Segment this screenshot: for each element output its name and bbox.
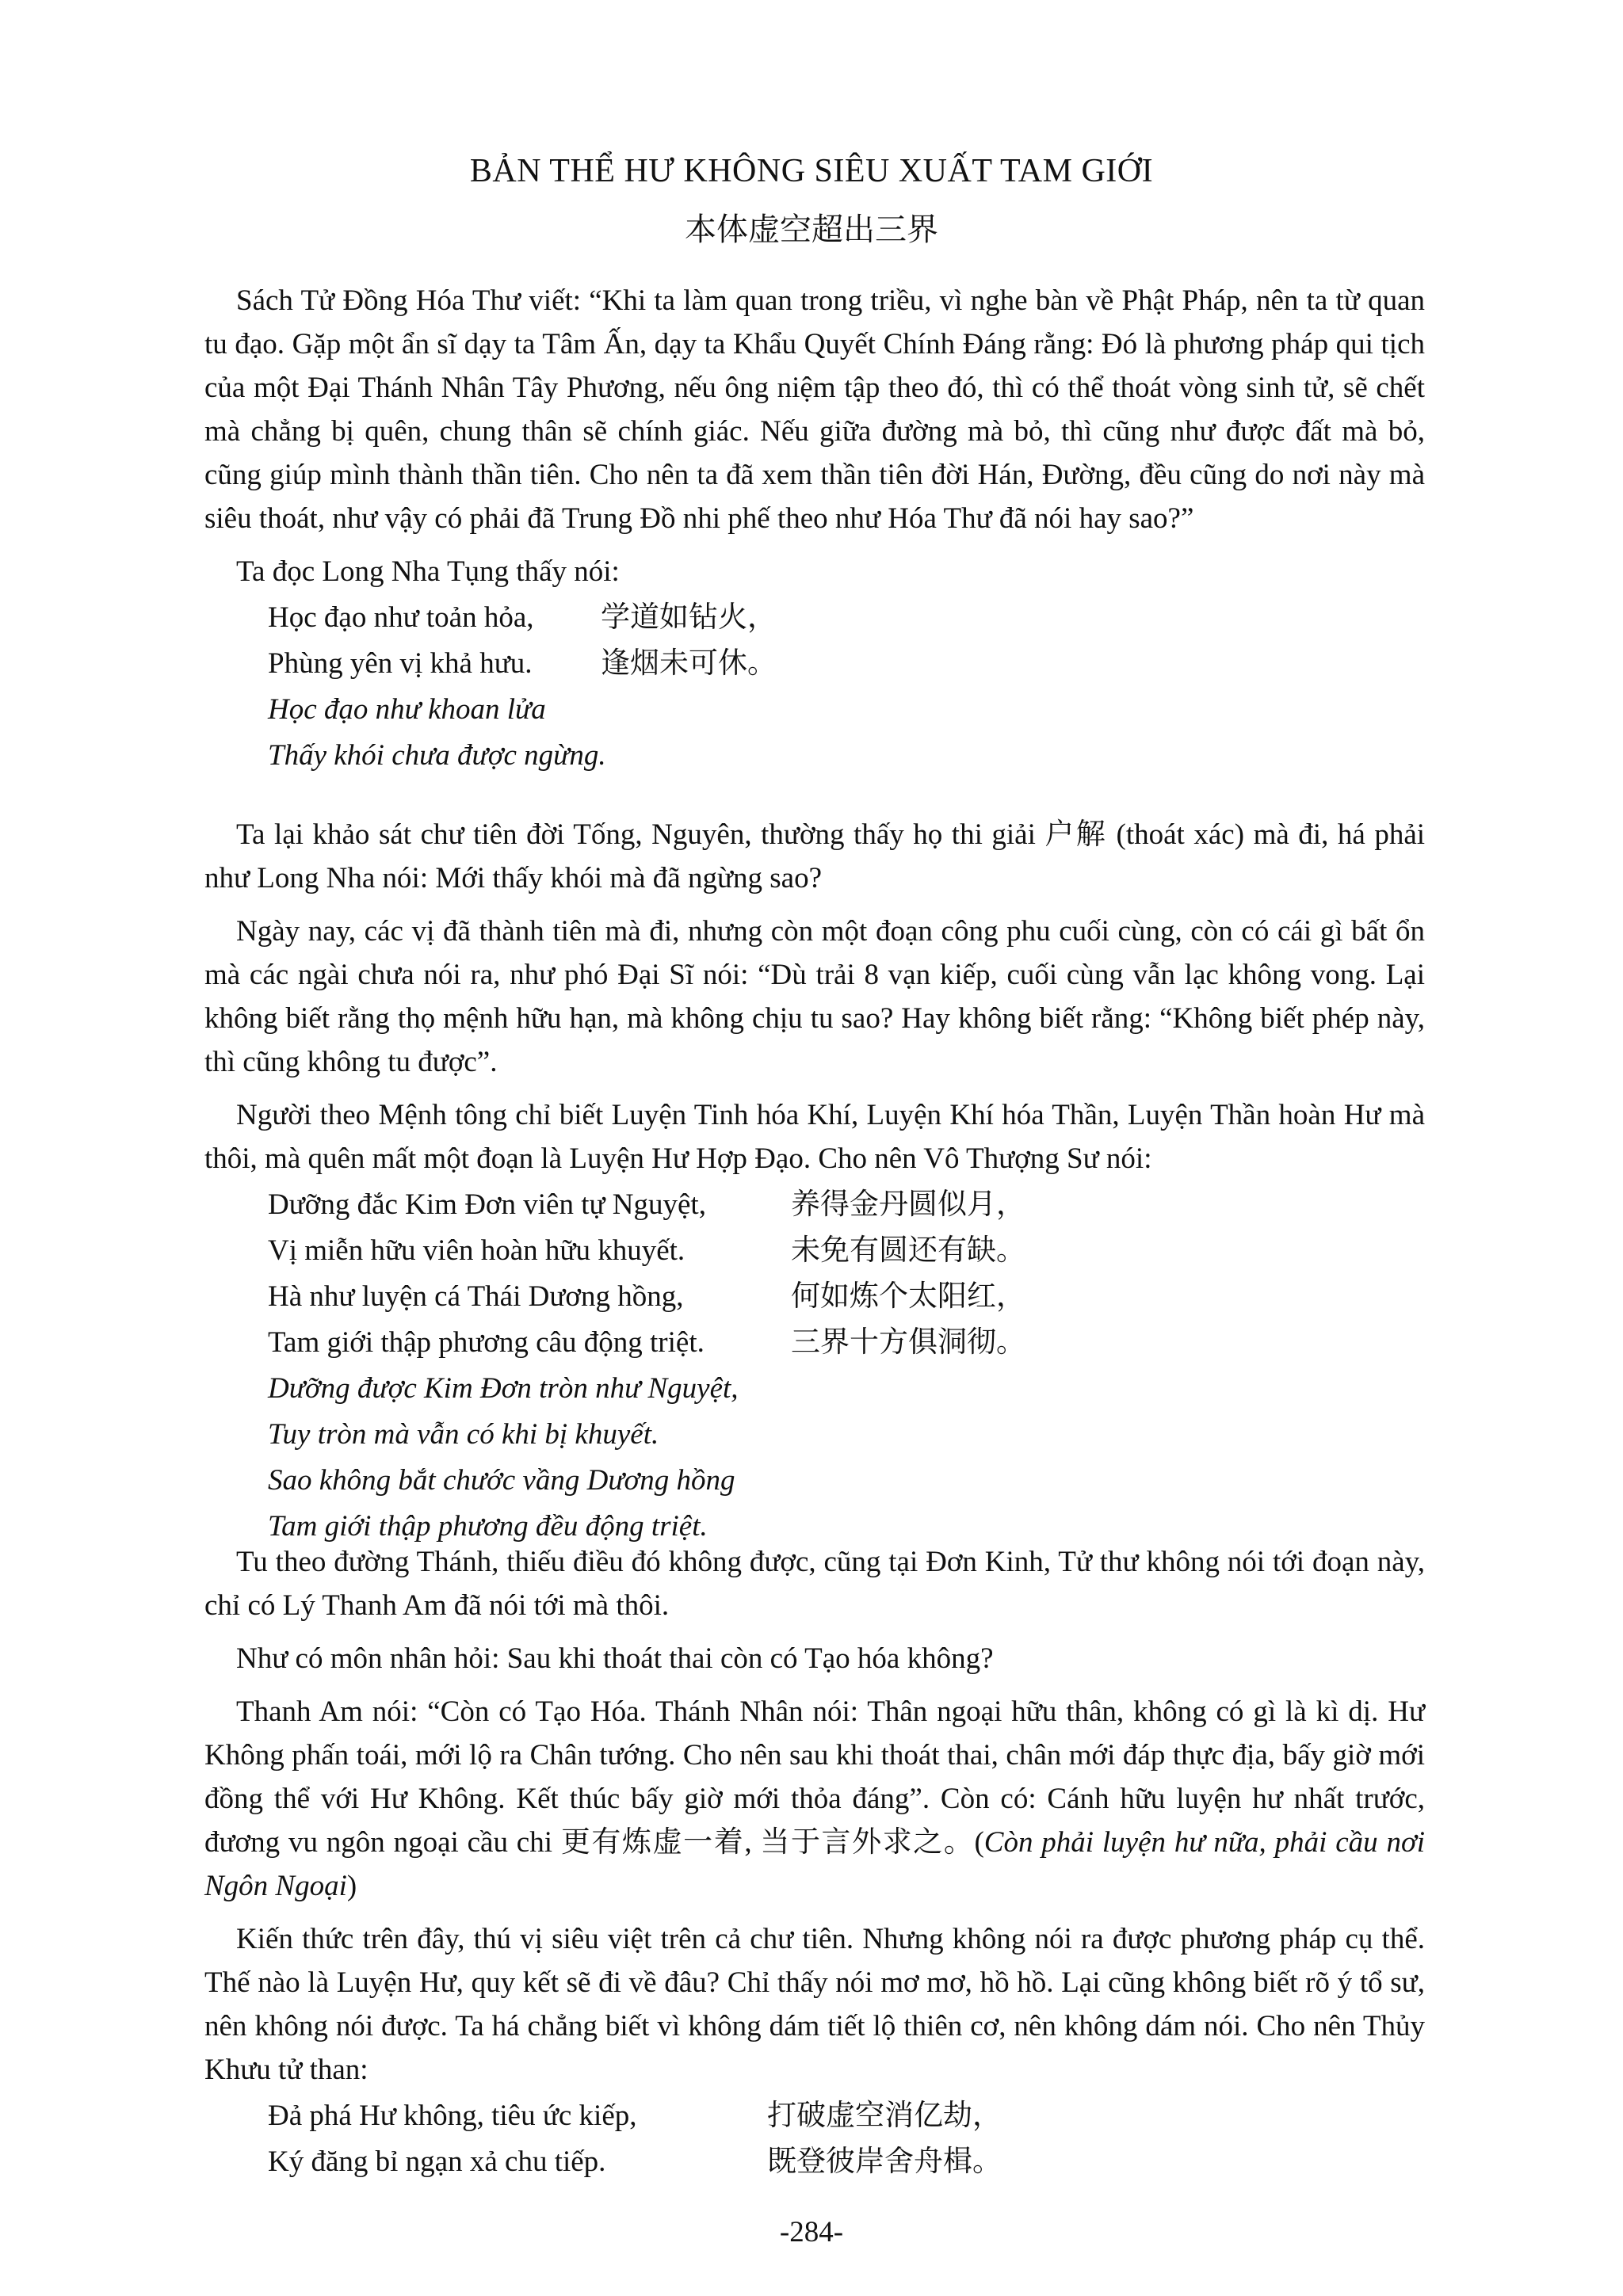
paragraph-8-text: Thanh Am nói: “Còn có Tạo Hóa. Thánh Nhân nói: Thân ngoại hữu thân, không có gì là kì dị. Hư Không phấn toái, mới lộ ra Chân tướng. Cho nên sau khi thoát thai, chân mới đáp thực địa, bấy giờ mới đồng thể với Hư Không. Kết thúc bấy giờ mới thỏa đáng”. Còn có: Cánh hữu luyện hư nhất trước, đương vu ngôn ngoại cầu chi: [204, 1695, 1425, 1859]
paragraph-3-text: Ta lại khảo sát chư tiên đời Tống, Nguyên, thường thấy họ thi giải: [236, 818, 1045, 851]
paragraph-3-chinese: 户解: [1044, 818, 1107, 851]
paragraph-8: [204, 1690, 1425, 1908]
verse-translation-line: Tam giới thập phương đều động triệt.: [268, 1510, 708, 1543]
verse-line-chinese: 三界十方俱洞彻。: [791, 1326, 1025, 1359]
verse-line-viet: Hà như luyện cá Thái Dương hồng,: [268, 1280, 684, 1313]
body-text-middle: [204, 813, 1425, 1550]
verse-line: [204, 1274, 1425, 1320]
verse-line-chinese: 养得金丹圆似月，: [791, 1188, 1025, 1221]
paragraph-8-italic: Còn phải luyện hư nữa, phải cầu nơi Ngôn Ngoại: [204, 1826, 1426, 1902]
paragraph-4: Ngày nay, các vị đã thành tiên mà đi, nhưng còn một đoạn công phu cuối cùng, còn có cái gì bất ổn mà các ngài chưa nói ra, như phó Đại Sĩ nói: “Dù trải 8 vạn kiếp, cuối cùng vẫn lạc không vong. Lại không biết rằng thọ mệnh hữu hạn, mà không chịu tu sao? Hay không biết rằng: “Không biết phép này, thì cũng không tu được”.: [204, 915, 1425, 1078]
verse-long-nha: [204, 595, 1425, 779]
verse-line-chinese: 学道如钻火，: [601, 601, 777, 634]
paragraph-7: Như có môn nhân hỏi: Sau khi thoát thai còn có Tạo hóa không?: [236, 1642, 994, 1675]
paragraph-8-paren-close: ): [346, 1870, 357, 1902]
verse-line-chinese: 何如炼个太阳红，: [791, 1280, 1025, 1313]
page-subtitle-chinese: 本体虚空超出三界: [685, 212, 938, 247]
verse-line: [204, 641, 1425, 687]
verse-line-viet: Học đạo như toản hỏa,: [268, 601, 534, 634]
verse-line-chinese: 逢烟未可休。: [601, 647, 777, 680]
verse-translation-line: Sao không bắt chước vầng Dương hồng: [268, 1464, 735, 1497]
paragraph-5: Người theo Mệnh tông chỉ biết Luyện Tinh hóa Khí, Luyện Khí hóa Thần, Luyện Thần hoàn Hư mà thôi, mà quên mất một đoạn là Luyện Hư Hợp Đạo. Cho nên Vô Thượng Sư nói:: [204, 1099, 1425, 1175]
verse-line: [204, 2093, 1425, 2139]
verse-translation-line: Học đạo như khoan lửa: [268, 693, 546, 726]
verse-line-viet: Vị miễn hữu viên hoàn hữu khuyết.: [268, 1234, 685, 1267]
page-title: BẢN THỂ HƯ KHÔNG SIÊU XUẤT TAM GIỚI: [469, 153, 1154, 189]
paragraph-8-paren-open: (: [974, 1826, 984, 1859]
verse-line: [204, 1182, 1425, 1228]
verse-line-chinese: 打破虚空消亿劫，: [767, 2100, 1002, 2132]
verse-line-viet: Đả phá Hư không, tiêu ức kiếp,: [268, 2100, 637, 2132]
verse-line: [204, 1320, 1425, 1366]
verse-line-viet: Phùng yên vị khả hưu.: [268, 647, 533, 680]
verse-line: [204, 2139, 1425, 2185]
paragraph-3-text-end: (thoát xác) mà đi, há phải như Long Nha nói: Mới thấy khói mà đã ngừng sao?: [204, 818, 1426, 894]
paragraph-3: [204, 813, 1425, 900]
verse-line-chinese: 未免有圆还有缺。: [791, 1234, 1025, 1267]
paragraph-2: Ta đọc Long Nha Tụng thấy nói:: [236, 555, 620, 588]
paragraph-6: Tu theo đường Thánh, thiếu điều đó không được, cũng tại Đơn Kinh, Tử thư không nói tới đoạn này, chỉ có Lý Thanh Am đã nói tới mà thôi.: [204, 1546, 1425, 1622]
page-number: -284-: [779, 2216, 844, 2248]
verse-line-chinese: 既登彼岸舍舟楫。: [767, 2145, 1002, 2178]
verse-translation-line: Dưỡng được Kim Đơn tròn như Nguyệt,: [268, 1372, 739, 1405]
verse-vo-thuong-su: [204, 1182, 1425, 1550]
body-text-bottom: [204, 1540, 1425, 2185]
verse-translation-line: Tuy tròn mà vẫn có khi bị khuyết.: [268, 1418, 659, 1451]
verse-line-viet: Tam giới thập phương câu động triệt.: [268, 1326, 705, 1359]
paragraph-1: Sách Tử Đồng Hóa Thư viết: “Khi ta làm quan trong triều, vì nghe bàn về Phật Pháp, nên ta từ quan tu đạo. Gặp một ẩn sĩ dạy ta Tâm Ấn, dạy ta Khẩu Quyết Chính Đáng rằng: Đó là phương pháp qui tịch của một Đại Thánh Nhân Tây Phương, nếu ông niệm tập theo đó, thì có thể thoát vòng sinh tử, sẽ chết mà chẳng bị quên, chung thân sẽ chính giác. Nếu giữa đường mà bỏ, thì cũng như được đất mà bỏ, cũng giúp mình thành thần tiên. Cho nên ta đã xem thần tiên đời Hán, Đường, đều cũng do nơi này mà siêu thoát, như vậy có phải đã Trung Đồ nhi phế theo như Hóa Thư đã nói hay sao?”: [204, 284, 1425, 535]
verse-line-viet: Dưỡng đắc Kim Đơn viên tự Nguyệt,: [268, 1188, 706, 1221]
paragraph-9: Kiến thức trên đây, thú vị siêu việt trên cả chư tiên. Nhưng không nói ra được phương pháp cụ thể. Thế nào là Luyện Hư, quy kết sẽ đi về đâu? Chỉ thấy nói mơ mơ, hồ hồ. Lại cũng không biết rõ ý tổ sư, nên không nói được. Ta há chẳng biết vì không dám tiết lộ thiên cơ, nên không dám nói. Cho nên Thủy Khưu tử than:: [204, 1923, 1425, 2086]
verse-thuy-khuu-tu: [204, 2093, 1425, 2185]
paragraph-8-chinese: 更有炼虚一着, 当于言外求之。: [560, 1826, 975, 1859]
verse-translation-line: Thấy khói chưa được ngừng.: [268, 739, 606, 772]
verse-line-viet: Ký đăng bỉ ngạn xả chu tiếp.: [268, 2145, 606, 2178]
verse-line: [204, 1228, 1425, 1274]
verse-line: [204, 595, 1425, 641]
body-text-top: [204, 279, 1425, 779]
